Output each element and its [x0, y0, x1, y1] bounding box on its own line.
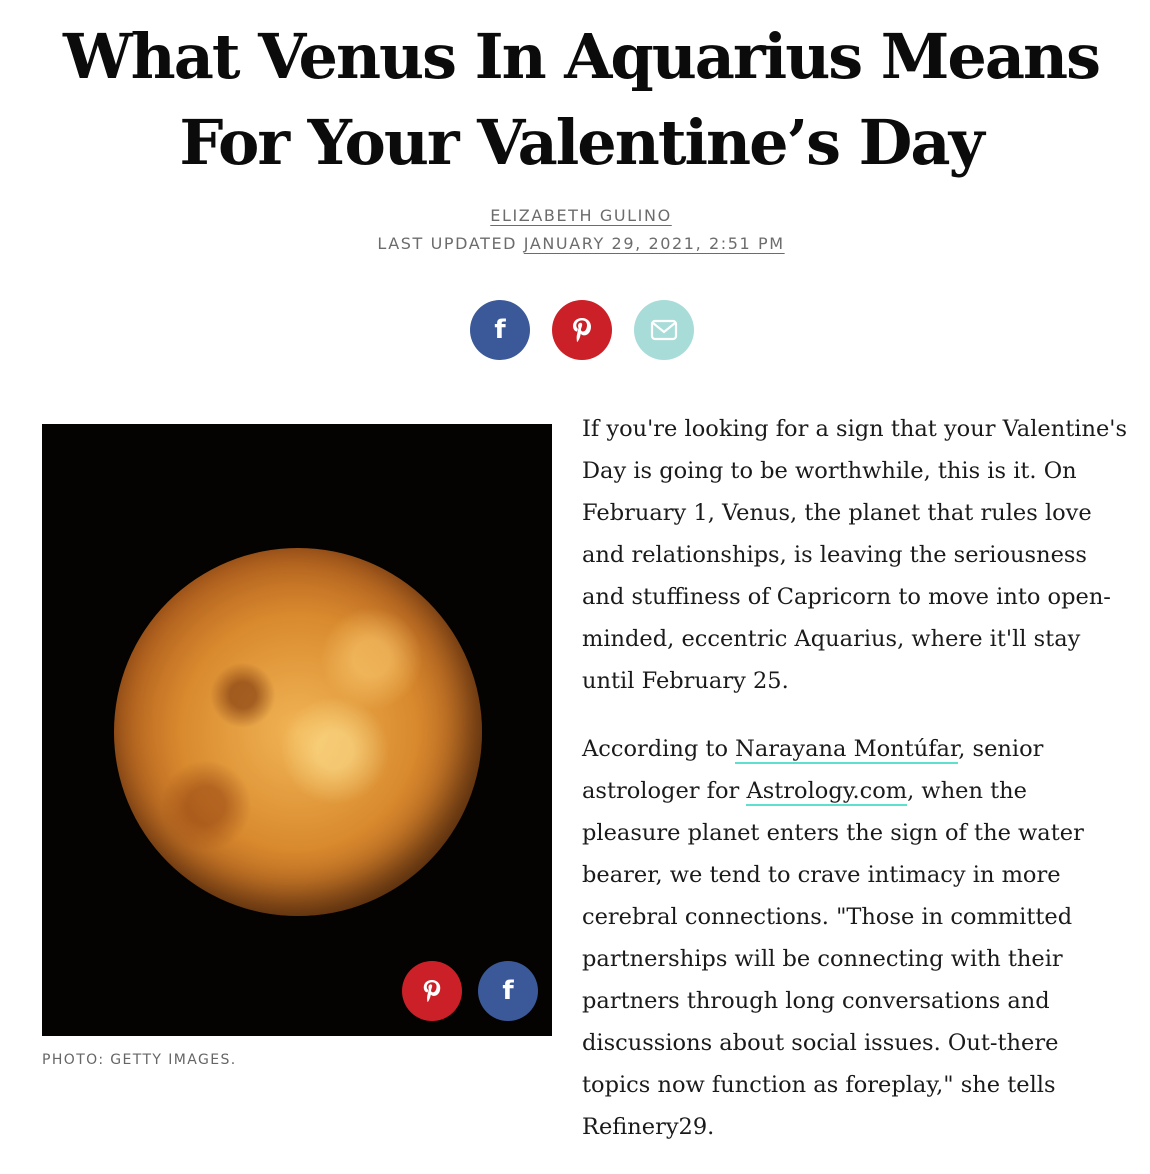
updated-date[interactable]: JANUARY 29, 2021, 2:51 PM — [523, 234, 785, 253]
facebook-share-button[interactable] — [470, 300, 530, 360]
updated-label: LAST UPDATED — [377, 234, 518, 253]
paragraph-2 — [582, 728, 1132, 1148]
facebook-icon: f — [494, 315, 506, 345]
image-pinterest-button[interactable] — [402, 961, 462, 1021]
last-updated — [0, 234, 1150, 253]
pinterest-icon — [421, 978, 443, 1004]
pinterest-share-button[interactable] — [552, 300, 612, 360]
paragraph-2-text: According to — [582, 736, 736, 762]
paragraph-1: If you're looking for a sign that your Valentine's Day is going to be worthwhile, this is it. On February 1, Venus, the planet that rules love and relationships, is leaving the seriousness and stuffiness of Capricorn to move into open-minded, eccentric Aquarius, where it'll stay until February 25. — [582, 416, 1127, 694]
photo-caption: PHOTO: GETTY IMAGES. — [42, 1052, 237, 1068]
email-share-button[interactable] — [634, 300, 694, 360]
author-byline — [0, 206, 1150, 225]
paragraph-2-text: , when the pleasure planet enters the sign of the water bearer, we tend to crave intimacy in more cerebral connections. "Those in committed partnerships will be connecting with their partners through long conversations and discussions about social issues. Out-there topics now function as foreplay," she tells Refinery29. — [582, 778, 1084, 1140]
venus-photo — [42, 424, 552, 1036]
author-link[interactable]: ELIZABETH GULINO — [490, 206, 672, 225]
paragraph-2-text: , senior astrologer for — [582, 736, 1044, 804]
email-icon — [650, 319, 678, 341]
pinterest-icon — [570, 316, 594, 344]
astrology-com-link[interactable]: Astrology.com — [746, 778, 908, 804]
article-body — [582, 408, 1132, 1174]
narayana-montufar-link[interactable]: Narayana Montúfar — [735, 736, 959, 762]
facebook-icon: f — [502, 976, 514, 1006]
image-facebook-button[interactable] — [478, 961, 538, 1021]
article-title: What Venus In Aquarius Means For Your Valentine’s Day — [63, 20, 1099, 179]
venus-planet-image — [114, 548, 482, 916]
